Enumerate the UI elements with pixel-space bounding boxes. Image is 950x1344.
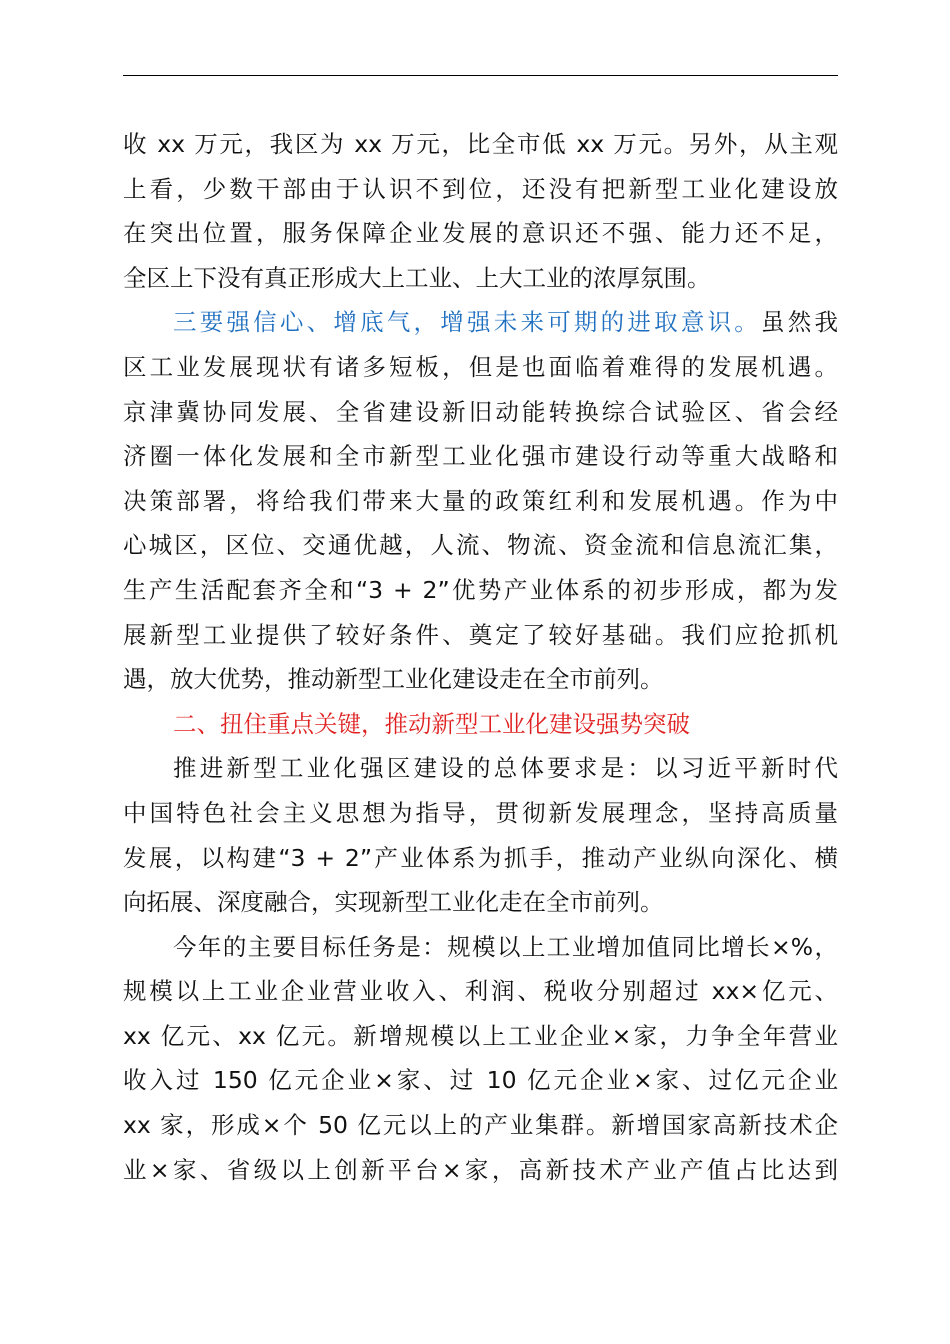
text-line: 济圈一体化发展和全市新型工业化强市建设行动等重大战略和 (123, 442, 838, 471)
text-line: 今年的主要目标任务是：规模以上工业增加值同比增长×%， (173, 932, 838, 961)
paragraph-4 (123, 925, 838, 1193)
paragraph-3 (123, 746, 838, 924)
paragraph-1 (123, 122, 838, 300)
text-line: 收入过 150 亿元企业×家、过 10 亿元企业×家、过亿元企业 (123, 1066, 838, 1095)
text-fragment: 虽然我 (761, 308, 839, 337)
text-line: 全区上下没有真正形成大上工业、上大工业的浓厚氛围。 (123, 263, 711, 292)
text-line: 生产生活配套齐全和“3 + 2”优势产业体系的初步形成，都为发 (123, 575, 838, 604)
heading-text: 二、扭住重点关键，推动新型工业化建设强势突破 (173, 709, 690, 738)
text-line: 遇，放大优势，推动新型工业化建设走在全市前列。 (123, 665, 664, 694)
text-line: xx 亿元、xx 亿元。新增规模以上工业企业×家，力争全年营业 (123, 1021, 838, 1050)
text-line: 区工业发展现状有诸多短板，但是也面临着难得的发展机遇。 (123, 352, 838, 381)
section-heading (123, 702, 838, 747)
paragraph-2 (123, 300, 838, 701)
text-line: xx 家，形成×个 50 亿元以上的产业集群。新增国家高新技术企 (123, 1111, 838, 1140)
text-line: 收 xx 万元，我区为 xx 万元，比全市低 xx 万元。另外，从主观 (123, 130, 838, 158)
header-rule (123, 75, 838, 76)
text-line: 决策部署，将给我们带来大量的政策红利和发展机遇。作为中 (123, 486, 838, 515)
text-line: 向拓展、深度融合，实现新型工业化走在全市前列。 (123, 888, 664, 917)
text-line: 规模以上工业企业营业收入、利润、税收分别超过 xx×亿元、 (123, 977, 838, 1006)
text-line: 中国特色社会主义思想为指导，贯彻新发展理念，坚持高质量 (123, 798, 838, 827)
text-line (123, 300, 838, 345)
text-line: 心城区，区位、交通优越，人流、物流、资金流和信息流汇集， (123, 531, 838, 560)
highlight-sentence: 三要强信心、增底气，增强未来可期的进取意识。 (173, 308, 762, 337)
text-line: 京津冀协同发展、全省建设新旧动能转换综合试验区、省会经 (123, 397, 838, 426)
text-line: 发展，以构建“3 + 2”产业体系为抓手，推动产业纵向深化、横 (123, 843, 838, 872)
text-line: 在突出位置，服务保障企业发展的意识还不强、能力还不足， (123, 219, 838, 248)
document-body (123, 122, 838, 1192)
text-line: 推进新型工业化强区建设的总体要求是：以习近平新时代 (173, 754, 838, 783)
text-line: 业×家、省级以上创新平台×家，高新技术产业产值占比达到 (123, 1155, 838, 1184)
text-line: 上看，少数干部由于认识不到位，还没有把新型工业化建设放 (123, 174, 838, 203)
text-line: 展新型工业提供了较好条件、奠定了较好基础。我们应抢抓机 (123, 620, 838, 649)
